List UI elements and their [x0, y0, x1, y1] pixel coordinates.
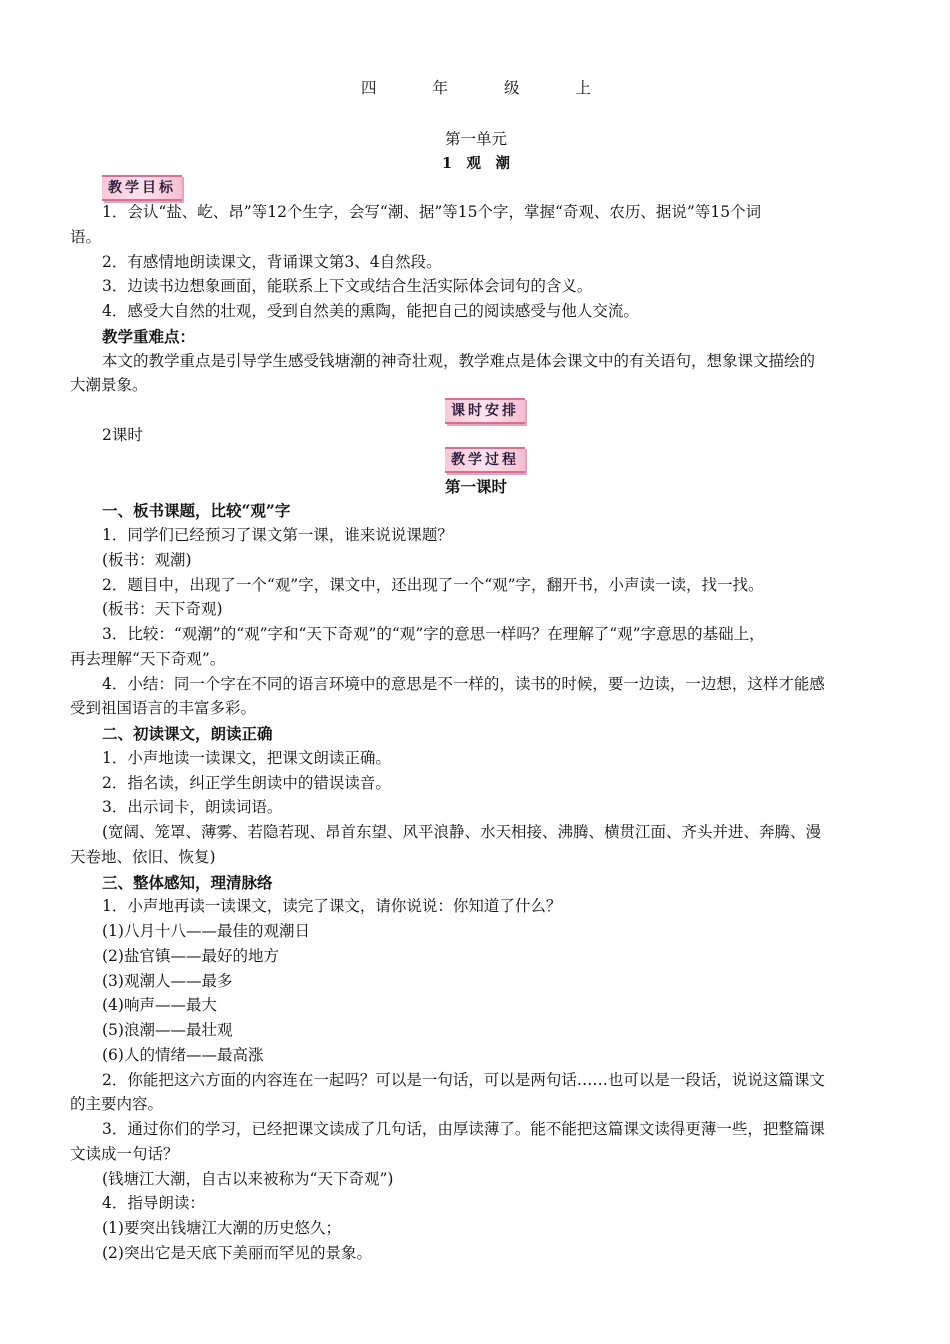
grade-char: 级 — [504, 79, 520, 97]
grade-title — [70, 76, 882, 101]
list-item: (1)八月十八——最佳的观潮日 — [102, 922, 310, 940]
body-line: 3．通过你们的学习，已经把课文读成了几句话，由厚读薄了。能不能把这篇课文读得更薄一些，把整篇课 — [102, 1120, 825, 1138]
body-line: (板书：观潮) — [102, 551, 192, 569]
schedule-text: 2课时 — [102, 426, 143, 444]
key-points-text-cont: 大潮景象。 — [70, 376, 148, 394]
goal-item: 2．有感情地朗读课文，背诵课文第3、4自然段。 — [102, 253, 442, 271]
body-line-cont: 文读成一句话？ — [70, 1145, 179, 1163]
body-line: 2．题目中，出现了一个“观”字，课文中，还出现了一个“观”字，翻开书，小声读一读，找一找。 — [102, 576, 764, 594]
body-line: (钱塘江大潮，自古以来被称为“天下奇观”) — [102, 1170, 394, 1188]
body-line-cont: 再去理解“天下奇观”。 — [70, 650, 226, 668]
body-line: 3．出示词卡，朗读词语。 — [102, 798, 283, 816]
lesson-title: 1 观 潮 — [441, 155, 511, 172]
body-line: 1．小声地再读一读课文，读完了课文，请你说说：你知道了什么？ — [102, 897, 562, 915]
body-line-cont: 受到祖国语言的丰富多彩。 — [70, 699, 257, 717]
grade-char: 年 — [432, 79, 448, 97]
body-line: 1．小声地读一读课文，把课文朗读正确。 — [102, 749, 391, 767]
section-heading: 三、整体感知，理清脉络 — [102, 873, 273, 892]
list-item: (4)响声——最大 — [102, 996, 217, 1014]
grade-char: 四 — [360, 79, 377, 97]
unit-title: 第一单元 — [444, 130, 507, 148]
goal-item-cont: 语。 — [70, 228, 102, 246]
first-lesson-title: 第一课时 — [444, 477, 507, 496]
banner-process: 教学过程 — [445, 447, 525, 473]
list-item: (2)突出它是天底下美丽而罕见的景象。 — [102, 1244, 372, 1262]
body-line: 1．同学们已经预习了课文第一课，谁来说说课题？ — [102, 526, 453, 544]
body-line: 2．你能把这六方面的内容连在一起吗？可以是一句话，可以是两句话……也可以是一段话，说说这篇课文 — [102, 1071, 825, 1089]
body-line: 4．小结：同一个字在不同的语言环境中的意思是不一样的，读书的时候，要一边读，一边想，这样才能感 — [102, 675, 825, 693]
body-line: 2．指名读，纠正学生朗读中的错误读音。 — [102, 774, 391, 792]
goal-item: 1．会认“盐、屹、昂”等12个生字，会写“潮、据”等15个字，掌握“奇观、农历、据说”等15个词 — [102, 203, 762, 221]
key-points-text: 本文的教学重点是引导学生感受钱塘潮的神奇壮观，教学难点是体会课文中的有关语句，想象课文描绘的 — [102, 352, 816, 370]
vocab-list-cont: 天卷地、依旧、恢复) — [70, 848, 216, 866]
key-points-heading: 教学重难点： — [102, 327, 196, 346]
list-item: (1)要突出钱塘江大潮的历史悠久； — [102, 1219, 341, 1237]
body-line-cont: 的主要内容。 — [70, 1095, 164, 1113]
list-item: (2)盐官镇——最好的地方 — [102, 947, 279, 965]
section-heading: 二、初读课文，朗读正确 — [102, 724, 273, 743]
section-heading: 一、板书课题，比较“观”字 — [102, 501, 291, 520]
banner-goals: 教学目标 — [102, 175, 182, 201]
body-line: 3．比较：“观潮”的“观”字和“天下奇观”的“观”字的意思一样吗？在理解了“观”字意思的基础上， — [102, 625, 765, 643]
banner-schedule: 课时安排 — [445, 398, 525, 424]
goal-item: 4．感受大自然的壮观，受到自然美的熏陶，能把自己的阅读感受与他人交流。 — [102, 302, 639, 320]
goal-item: 3．边读书边想象画面，能联系上下文或结合生活实际体会词句的含义。 — [102, 277, 593, 295]
grade-char: 上 — [575, 79, 592, 97]
body-line: 4．指导朗读： — [102, 1194, 205, 1212]
list-item: (6)人的情绪——最高涨 — [102, 1046, 264, 1064]
list-item: (5)浪潮——最壮观 — [102, 1021, 233, 1039]
body-line: (板书：天下奇观) — [102, 600, 223, 618]
vocab-list: (宽阔、笼罩、薄雾、若隐若现、昂首东望、风平浪静、水天相接、沸腾、横贯江面、齐头并进、奔腾、漫 — [102, 823, 822, 841]
list-item: (3)观潮人——最多 — [102, 972, 233, 990]
